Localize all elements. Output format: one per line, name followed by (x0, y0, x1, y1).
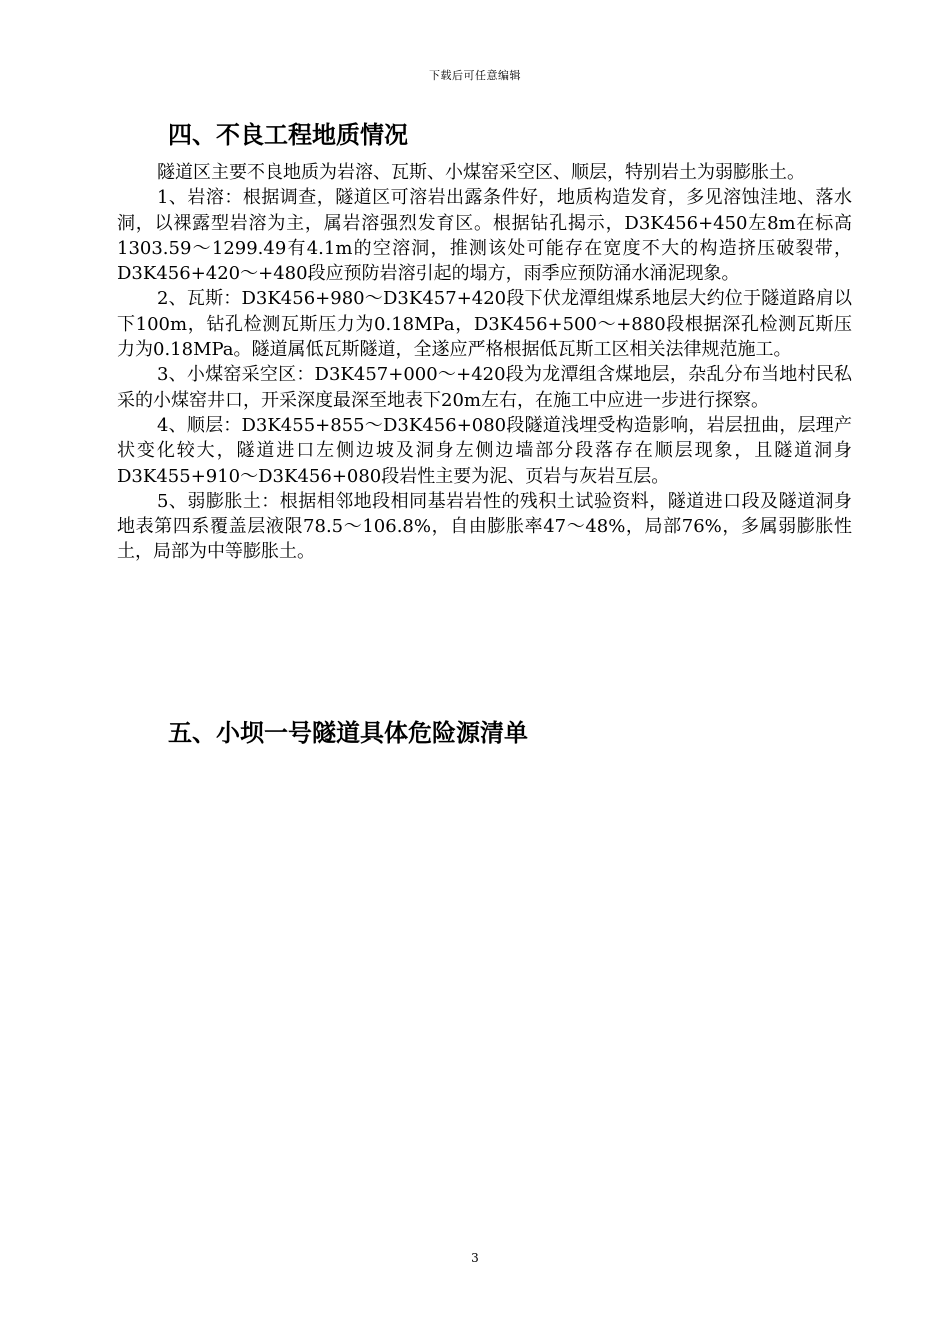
section-4-heading: 四、不良工程地质情况 (168, 121, 408, 149)
paragraph-intro: 隧道区主要不良地质为岩溶、瓦斯、小煤窑采空区、顺层，特别岩土为弱膨胀土。 (157, 162, 805, 183)
section-5-heading: 五、小坝一号隧道具体危险源清单 (168, 719, 528, 747)
paragraph-expansive-soil: 5、弱膨胀土：根据相邻地段相同基岩岩性的残积土试验资料，隧道进口段及隧道洞身地表第四系覆盖层液限78.5～106.8%，自由膨胀率47～48%，局部76%，多属弱膨胀性土，局部为中等膨胀土。 (117, 490, 852, 563)
section-4-body (117, 160, 852, 565)
paragraph-coal-mine: 3、小煤窑采空区：D3K457+000～+420段为龙潭组含煤地层，杂乱分布当地村民私采的小煤窑井口，开采深度最深至地表下20m左右，在施工中应进一步进行探察。 (117, 364, 852, 411)
paragraph-karst: 1、岩溶：根据调查，隧道区可溶岩出露条件好，地质构造发育，多见溶蚀洼地、落水洞，以裸露型岩溶为主，属岩溶强烈发育区。根据钻孔揭示，D3K456+450左8m在标高1303.59～1299.49有4.1m的空溶洞，推测该处可能存在宽度不大的构造挤压破裂带，D3K456+420～+480段应预防岩溶引起的塌方，雨季应预防涌水涌泥现象。 (117, 187, 852, 285)
paragraph-gas: 2、瓦斯：D3K456+980～D3K457+420段下伏龙潭组煤系地层大约位于隧道路肩以下100m，钻孔检测瓦斯压力为0.18MPa，D3K456+500～+880段根据深孔检测瓦斯压力为0.18MPa。隧道属低瓦斯隧道，全遂应严格根据低瓦斯工区相关法律规范施工。 (117, 288, 852, 361)
page-header: 下载后可任意编辑 (429, 69, 521, 82)
page-number: 3 (471, 1251, 479, 1265)
paragraph-bedding: 4、顺层：D3K455+855～D3K456+080段隧道浅埋受构造影响，岩层扭曲，层理产状变化较大，隧道进口左侧边坡及洞身左侧边墙部分段落存在顺层现象，且隧道洞身D3K455+910～D3K456+080段岩性主要为泥、页岩与灰岩互层。 (117, 414, 852, 487)
